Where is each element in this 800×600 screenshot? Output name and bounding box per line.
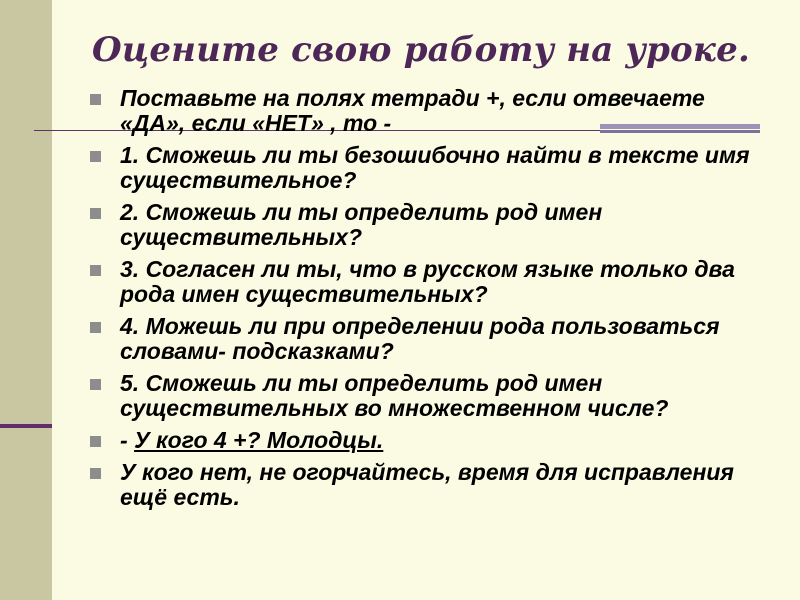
bullet-item [86,371,766,421]
bullet-list [86,86,766,517]
band-accent-mark [0,424,52,428]
bullet-prefix: - [120,427,135,453]
bullet-text: 5. Сможешь ли ты определить род имен существительных во множественном числе? [120,370,669,421]
bullet-item [86,86,766,136]
bullet-text: Поставьте на полях тетради +, если отвечаете «ДА», если «НЕТ» , то - [120,85,705,136]
bullet-square-icon [90,265,101,276]
bullet-item [86,143,766,193]
underlined-praise-text: У кого 4 +? Молодцы. [134,427,384,453]
left-decorative-band [0,0,52,600]
bullet-square-icon [90,436,101,447]
bullet-item [86,460,766,510]
bullet-square-icon [90,208,101,219]
bullet-square-icon [90,468,101,479]
bullet-square-icon [90,379,101,390]
bullet-square-icon [90,151,101,162]
bullet-text: 4. Можешь ли при определении рода пользоваться словами- подсказками? [120,313,720,364]
bullet-square-icon [90,322,101,333]
bullet-text: У кого нет, не огорчайтесь, время для исправления ещё есть. [120,459,734,510]
bullet-text: 1. Сможешь ли ты безошибочно найти в тексте имя существительное? [120,142,750,193]
bullet-text: 2. Сможешь ли ты определить род имен существительных? [120,199,603,250]
bullet-text [120,428,766,453]
bullet-item [86,257,766,307]
bullet-square-icon [90,94,101,105]
bullet-item [86,200,766,250]
bullet-item [86,428,766,453]
slide-title: Оцените свою работу на уроке. [92,30,751,70]
bullet-text: 3. Согласен ли ты, что в русском языке только два рода имен существительных? [120,256,735,307]
bullet-item [86,314,766,364]
